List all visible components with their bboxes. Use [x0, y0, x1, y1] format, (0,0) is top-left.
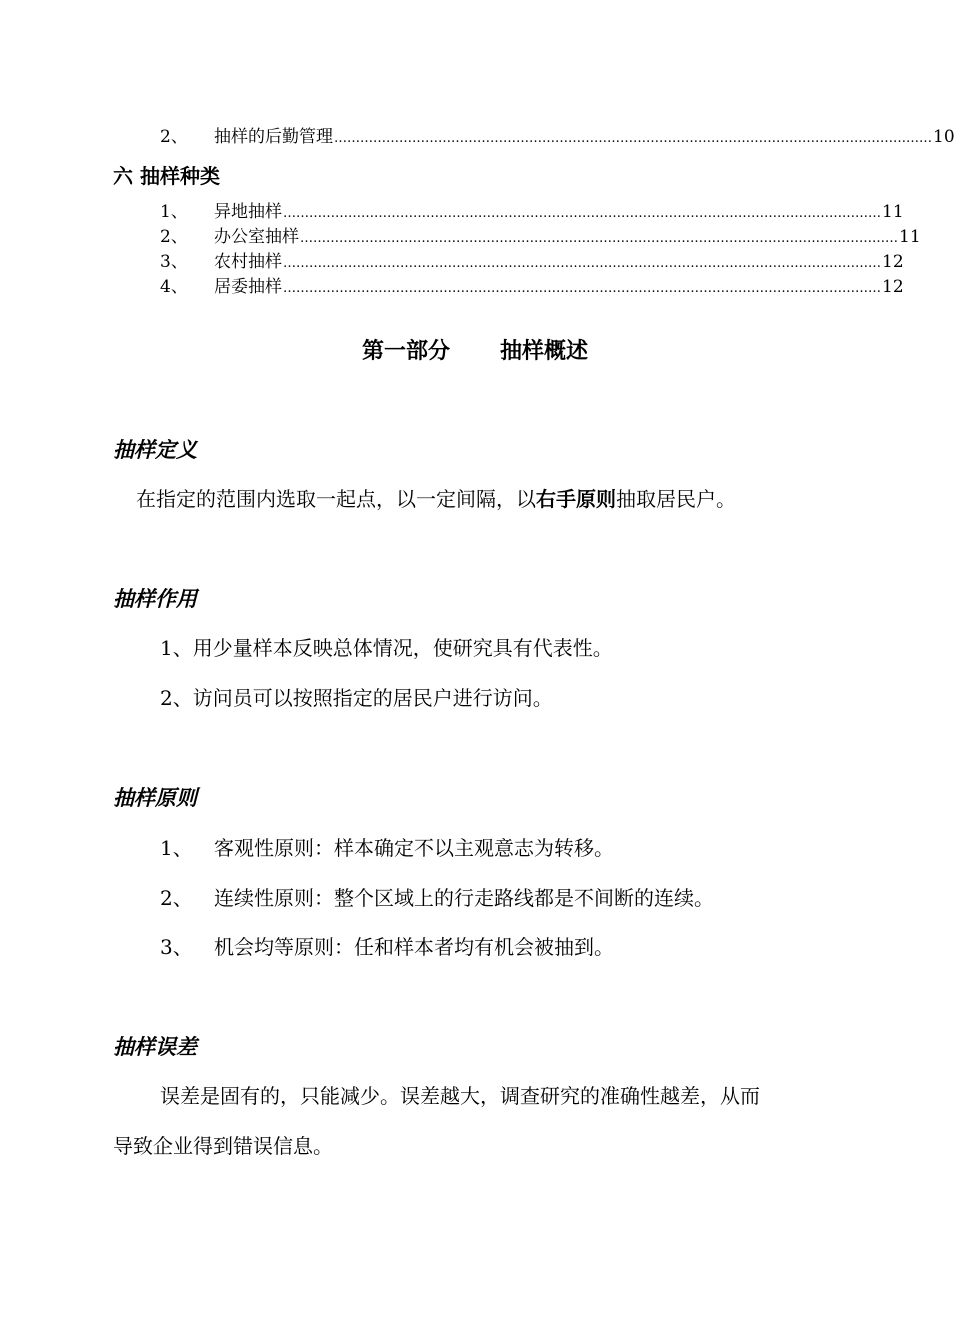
toc-item-page: 11 [882, 202, 904, 222]
toc-item-title: 居委抽样 [214, 277, 282, 297]
purpose-item: 1、用少量样本反映总体情况，使研究具有代表性。 [160, 636, 613, 660]
section-heading-purpose: 抽样作用 [113, 586, 197, 611]
section-heading-definition: 抽样定义 [113, 437, 197, 462]
toc-item-number: 1、 [160, 202, 188, 222]
part-title [0, 336, 950, 366]
principle-number: 3、 [160, 935, 193, 959]
principle-item [160, 834, 614, 862]
toc-dot-leader: ………………………………………………………………………………………………………………………… [283, 206, 881, 221]
toc-item-page: 10 [933, 127, 955, 147]
part-name: 抽样概述 [500, 338, 589, 364]
toc-item-page: 12 [882, 252, 904, 272]
purpose-item: 2、访问员可以按照指定的居民户进行访问。 [160, 686, 553, 710]
toc-item-number: 2、 [160, 227, 188, 247]
toc-section-heading[interactable]: 六 抽样种类 [113, 164, 220, 188]
toc-item[interactable] [160, 125, 955, 149]
toc-item-page: 12 [882, 277, 904, 297]
principle-item [160, 884, 714, 912]
toc-item-number: 4、 [160, 277, 188, 297]
principle-text: 机会均等原则：任和样本者均有机会被抽到。 [214, 935, 614, 959]
toc-dot-leader: ………………………………………………………………………………………………………………………… [300, 231, 898, 246]
principle-text: 连续性原则：整个区域上的行走路线都是不间断的连续。 [214, 886, 714, 910]
error-paragraph-line: 导致企业得到错误信息。 [113, 1134, 333, 1158]
toc-item-title: 办公室抽样 [214, 227, 299, 247]
principle-number: 2、 [160, 886, 193, 910]
toc-item[interactable] [160, 200, 904, 224]
definition-text-bold: 右手原则 [536, 487, 616, 511]
principle-number: 1、 [160, 836, 193, 860]
toc-item-title: 抽样的后勤管理 [214, 127, 333, 147]
toc-item-page: 11 [899, 227, 921, 247]
principle-text: 客观性原则：样本确定不以主观意志为转移。 [214, 836, 614, 860]
toc-dot-leader: ………………………………………………………………………………………………………………………… [283, 281, 881, 296]
error-paragraph-line: 误差是固有的，只能减少。误差越大，调查研究的准确性越差，从而 [160, 1084, 760, 1108]
toc-dot-leader: ………………………………………………………………………………………………………………………… [334, 131, 932, 146]
toc-item-number: 3、 [160, 252, 188, 272]
definition-text-before: 在指定的范围内选取一起点，以一定间隔，以 [136, 487, 536, 511]
toc-dot-leader: ………………………………………………………………………………………………………………………… [283, 256, 881, 271]
section-heading-principles: 抽样原则 [113, 785, 197, 810]
part-number: 第一部分 [361, 338, 450, 364]
definition-paragraph [136, 485, 736, 513]
toc-item-title: 异地抽样 [214, 202, 282, 222]
principle-item [160, 933, 614, 961]
toc-item[interactable] [160, 250, 904, 274]
toc-item-title: 农村抽样 [214, 252, 282, 272]
section-heading-error: 抽样误差 [113, 1034, 197, 1059]
definition-text-after: 抽取居民户。 [616, 487, 736, 511]
toc-item-number: 2、 [160, 127, 188, 147]
toc-item[interactable] [160, 225, 921, 249]
toc-item[interactable] [160, 275, 904, 299]
